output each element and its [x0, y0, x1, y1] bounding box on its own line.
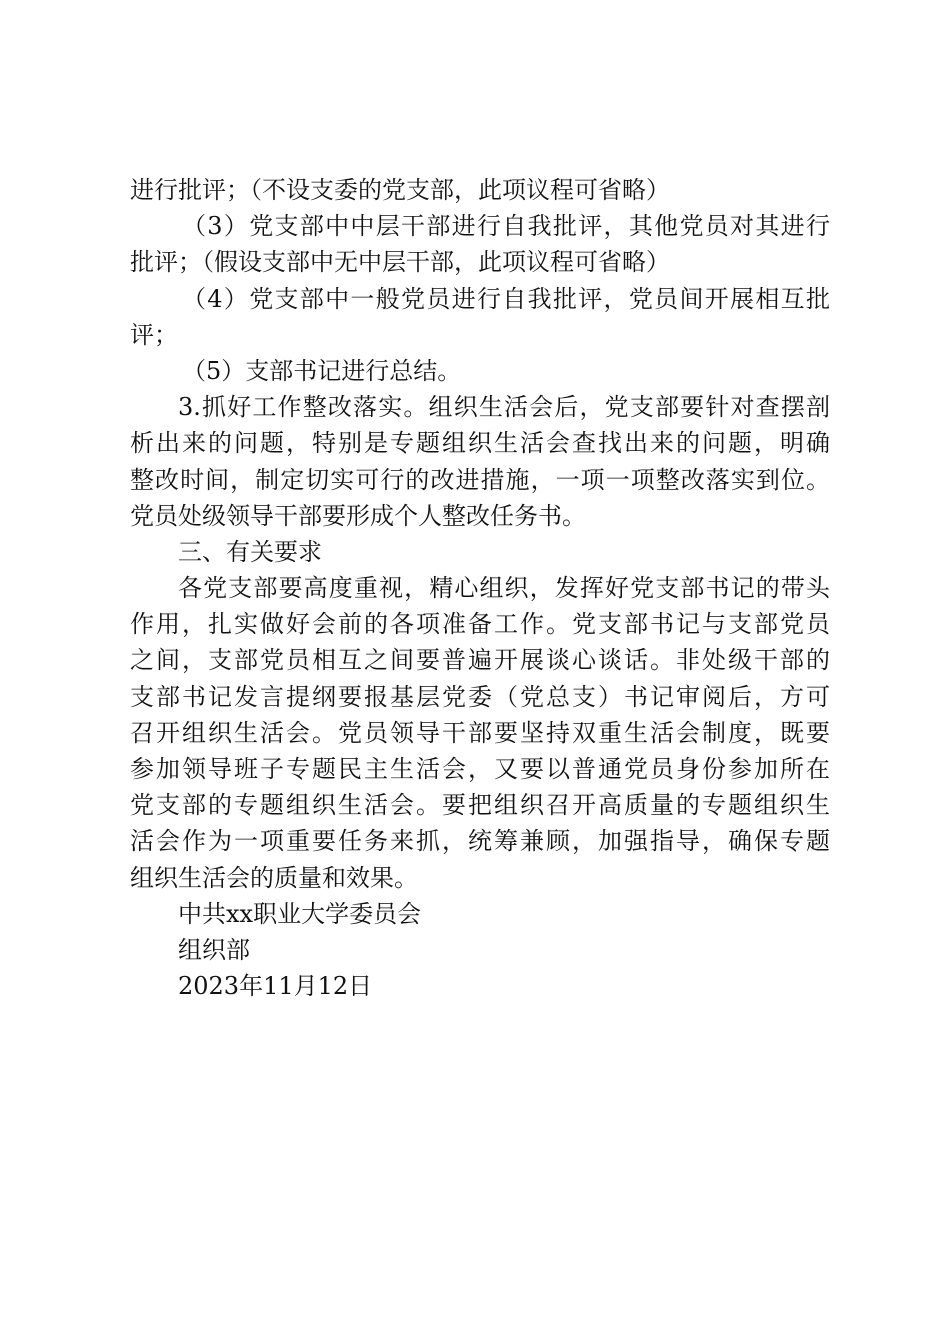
- text-line: （5）支部书记进行总结。: [182, 356, 462, 385]
- text-line: 评；: [130, 320, 178, 349]
- text-line: 党员处级领导干部要形成个人整改任务书。: [130, 501, 586, 530]
- section-heading: 三、有关要求: [178, 537, 322, 566]
- text-line: 支部书记发言提纲要报基层党委（党总支）书记审阅后，方可: [130, 682, 830, 711]
- signature-department: 组织部: [178, 935, 250, 964]
- text-line: 3.抓好工作整改落实。组织生活会后，党支部要针对查摆剖: [178, 393, 830, 422]
- text-line: 党支部的专题组织生活会。要把组织召开高质量的专题组织生: [130, 791, 830, 820]
- text-line: （3）党支部中中层干部进行自我批评，其他党员对其进行: [182, 212, 830, 241]
- text-line: 召开组织生活会。党员领导干部要坚持双重生活会制度，既要: [130, 718, 830, 747]
- text-line: 之间，支部党员相互之间要普遍开展谈心谈话。非处级干部的: [130, 646, 830, 675]
- document-body: [130, 172, 830, 1004]
- text-line: 整改时间，制定切实可行的改进措施，一项一项整改落实到位。: [130, 465, 830, 494]
- text-line: （4）党支部中一般党员进行自我批评，党员间开展相互批: [182, 284, 830, 313]
- text-line: 活会作为一项重要任务来抓，统筹兼顾，加强指导，确保专题: [130, 827, 830, 856]
- text-line: 参加领导班子专题民主生活会，又要以普通党员身份参加所在: [130, 755, 830, 783]
- text-line: 批评；（假设支部中无中层干部，此项议程可省略）: [130, 248, 670, 277]
- text-line: 析出来的问题，特别是专题组织生活会查找出来的问题，明确: [130, 429, 830, 458]
- signature-organization: 中共xx职业大学委员会: [178, 899, 422, 928]
- signature-date: 2023年11月12日: [178, 972, 373, 1001]
- text-line: 组织生活会的质量和效果。: [130, 863, 418, 892]
- text-line: 作用，扎实做好会前的各项准备工作。党支部书记与支部党员: [130, 610, 830, 639]
- text-line: 各党支部要高度重视，精心组织，发挥好党支部书记的带头: [178, 574, 830, 603]
- text-line: 进行批评；（不设支委的党支部，此项议程可省略）: [130, 176, 670, 204]
